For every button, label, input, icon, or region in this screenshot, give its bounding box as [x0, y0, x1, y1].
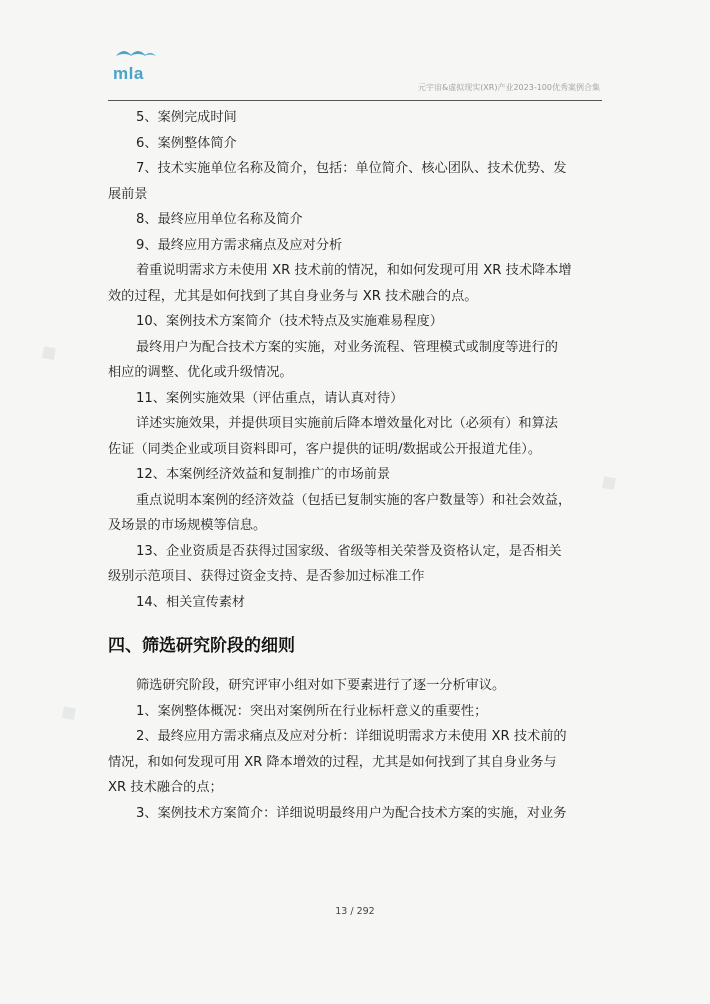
list-item: 1、案例整体概况：突出对案例所在行业标杆意义的重要性； — [136, 703, 488, 719]
list-item: 6、案例整体简介 — [136, 135, 237, 151]
list-item: 8、最终应用单位名称及简介 — [136, 212, 303, 227]
paragraph-line: 最终用户为配合技术方案的实施，对业务流程、管理模式或制度等进行的 — [136, 339, 558, 355]
header-rule — [108, 100, 602, 101]
list-item: 10、案例技术方案简介（技术特点及实施难易程度） — [136, 314, 443, 329]
section-heading: 四、筛选研究阶段的细则 — [108, 636, 295, 656]
list-item: 14、相关宣传素材 — [136, 594, 246, 610]
page-content — [108, 105, 602, 826]
list-item: 12、本案例经济效益和复制推广的市场前景 — [136, 467, 391, 482]
watermark: ◆ — [594, 467, 623, 498]
list-item: 7、技术实施单位名称及简介，包括：单位简介、核心团队、技术优势、发 — [136, 161, 567, 176]
paragraph-line: 着重说明需求方未使用 XR 技术前的情况，和如何发现可用 XR 技术降本增 — [136, 263, 572, 278]
list-item: 3、案例技术方案简介：详细说明最终用户为配合技术方案的实施，对业务 — [136, 805, 567, 821]
list-item: 2、最终应用方需求痛点及应对分析：详细说明需求方未使用 XR 技术前的 — [136, 729, 567, 744]
list-item: 9、最终应用方需求痛点及应对分析 — [136, 237, 343, 253]
list-item-continued: 级别示范项目、获得过资金支持、是否参加过标准工作 — [108, 569, 425, 584]
list-item: 11、案例实施效果（评估重点，请认真对待） — [136, 390, 404, 406]
watermark: ◆ — [34, 337, 63, 368]
running-header: 元宇宙&虚拟现实(XR)产业2023-100优秀案例合集 — [417, 83, 600, 92]
paragraph-line: 佐证（同类企业或项目资料即可，客户提供的证明/数据或公开报道尤佳）。 — [108, 441, 542, 457]
paragraph-line: 及场景的市场规模等信息。 — [108, 518, 267, 533]
list-item: 13、企业资质是否获得过国家级、省级等相关荣誉及资格认定，是否相关 — [136, 543, 562, 559]
paragraph-line: 相应的调整、优化或升级情况。 — [108, 365, 293, 380]
page-number: 13 / 292 — [335, 906, 375, 917]
list-item-continued: 情况，和如何发现可用 XR 降本增效的过程，尤其是如何找到了其自身业务与 — [108, 754, 557, 770]
paragraph-line: 筛选研究阶段，研究评审小组对如下要素进行了逐一分析审议。 — [136, 678, 506, 693]
list-item-continued: 展前景 — [108, 186, 148, 202]
list-item-continued: XR 技术融合的点； — [108, 780, 223, 795]
paragraph-line: 重点说明本案例的经济效益（包括已复制实施的客户数量等）和社会效益， — [136, 492, 572, 508]
watermark: ◆ — [54, 697, 83, 728]
paragraph-line: 详述实施效果，并提供项目实施前后降本增效量化对比（必须有）和算法 — [136, 416, 558, 431]
logo-text: mla — [113, 64, 144, 83]
list-item: 5、案例完成时间 — [136, 110, 237, 125]
paragraph-line: 效的过程，尤其是如何找到了其自身业务与 XR 技术融合的点。 — [108, 288, 478, 304]
